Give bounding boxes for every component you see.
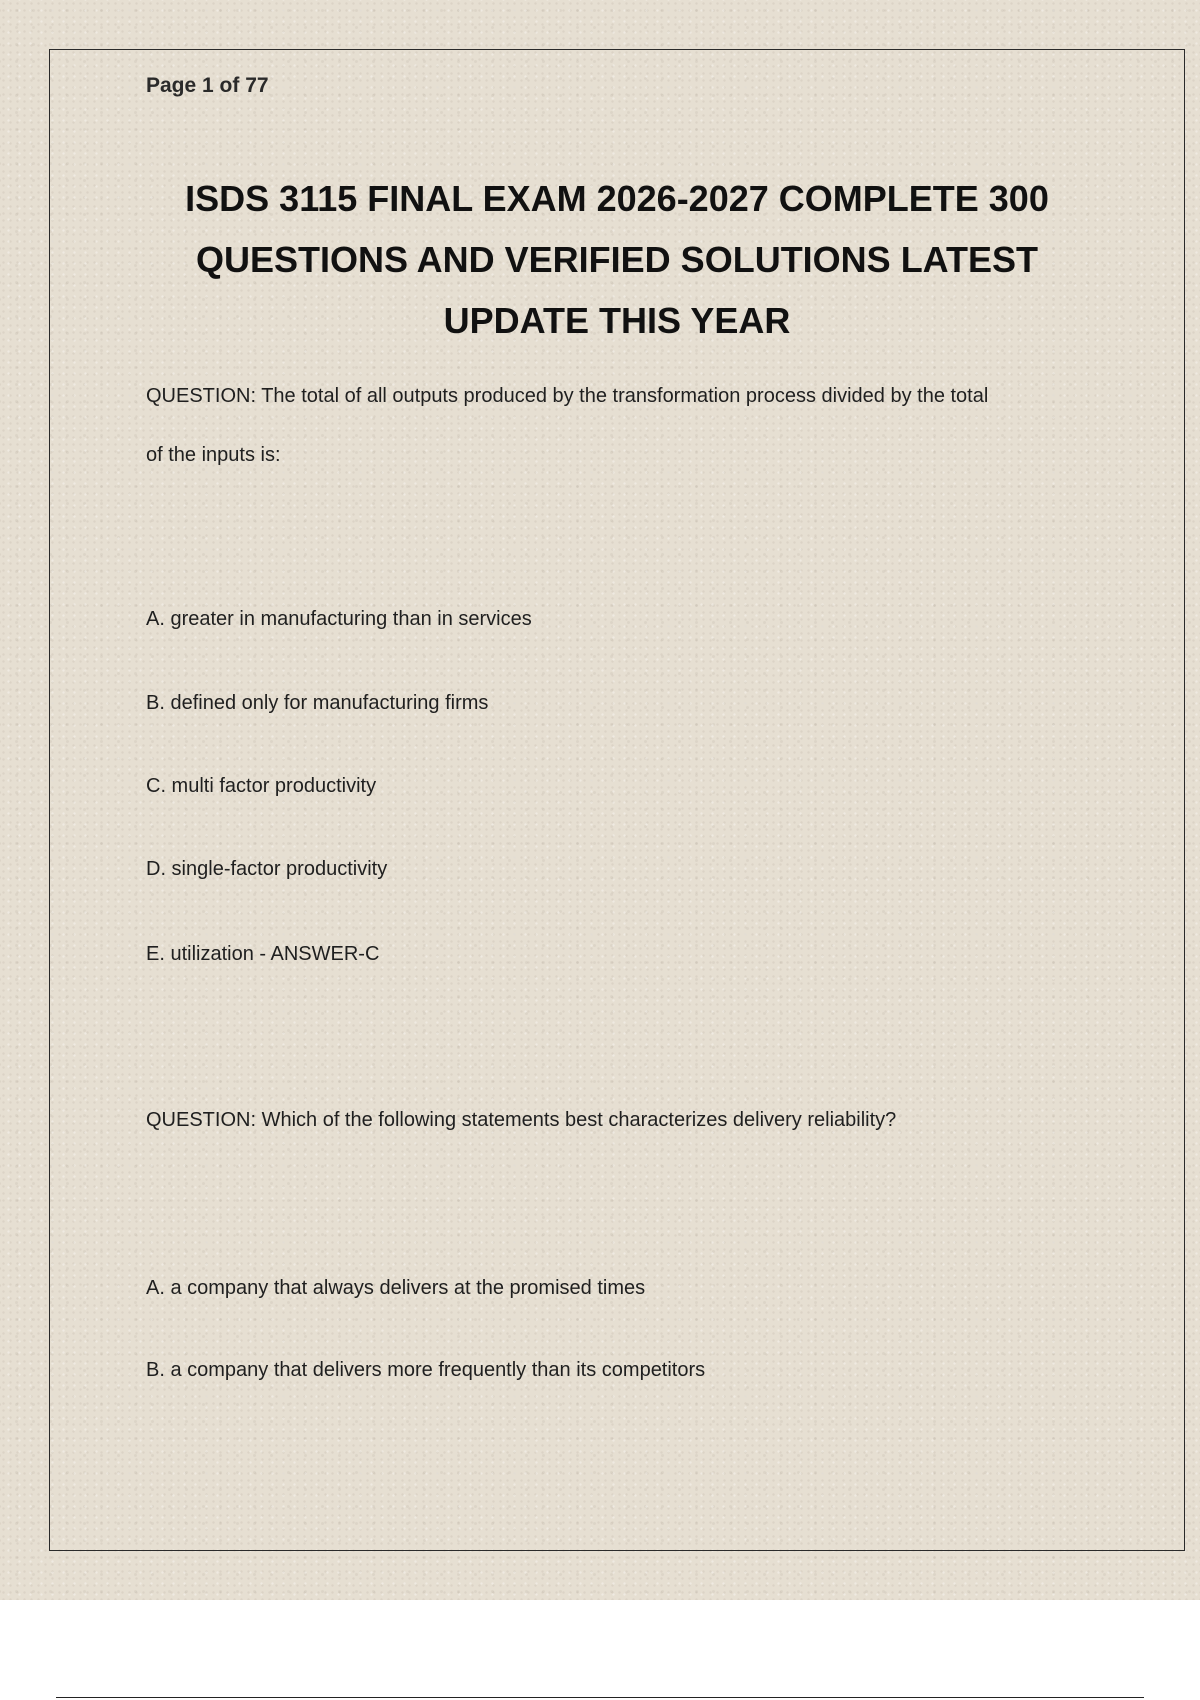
question-1-text-line-2: of the inputs is: <box>146 444 281 466</box>
question-1-option-b: B. defined only for manufacturing firms <box>146 692 489 714</box>
question-1-option-a: A. greater in manufacturing than in services <box>146 608 532 630</box>
question-2-option-a: A. a company that always delivers at the promised times <box>146 1277 646 1299</box>
question-1-option-e-answer: E. utilization - ANSWER-C <box>146 943 380 965</box>
page-number: Page 1 of 77 <box>146 74 269 97</box>
footer-divider <box>56 1697 1144 1698</box>
question-2-text: QUESTION: Which of the following statements best characterizes delivery reliability? <box>146 1109 897 1131</box>
document-title: ISDS 3115 FINAL EXAM 2026-2027 COMPLETE 300 QUESTIONS AND VERIFIED SOLUTIONS LATEST UPDATE THIS YEAR <box>185 178 1049 341</box>
question-1-text-line-1: QUESTION: The total of all outputs produced by the transformation process divided by the total <box>146 385 989 407</box>
question-1-option-c: C. multi factor productivity <box>146 775 377 797</box>
question-2-option-b: B. a company that delivers more frequently than its competitors <box>146 1359 706 1381</box>
question-1-option-d: D. single-factor productivity <box>146 858 388 880</box>
